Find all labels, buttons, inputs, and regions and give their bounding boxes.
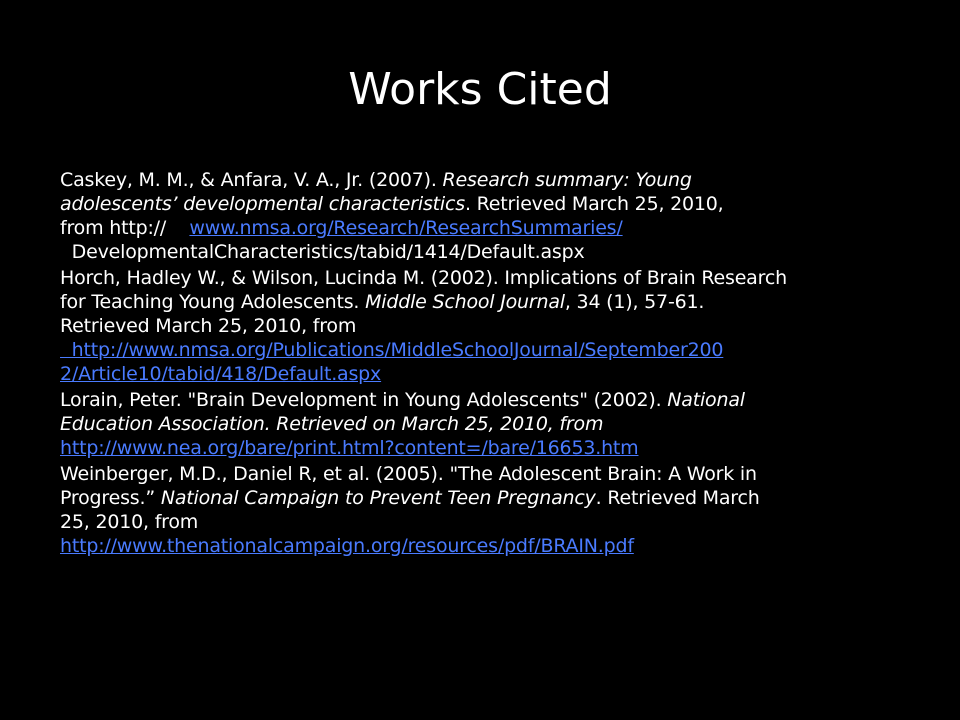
reference-weinberger xyxy=(60,462,910,558)
reference-line: from http:// www.nmsa.org/Research/ResearchSummaries/ xyxy=(60,217,623,239)
reference-line: Retrieved March 25, 2010, from xyxy=(60,315,357,337)
slide-title: Works Cited xyxy=(348,64,612,115)
reference-line: Weinberger, M.D., Daniel R, et al. (2005). "The Adolescent Brain: A Work in xyxy=(60,463,757,485)
reference-line: Horch, Hadley W., & Wilson, Lucinda M. (2002). Implications of Brain Research xyxy=(60,267,787,289)
reference-line xyxy=(60,338,910,362)
reference-horch xyxy=(60,266,910,386)
reference-line xyxy=(60,362,910,386)
reference-link[interactable]: http://www.nea.org/bare/print.html?content=/bare/16653.htm xyxy=(60,437,639,459)
reference-line xyxy=(60,436,910,460)
reference-link[interactable]: 2/Article10/tabid/418/Default.aspx xyxy=(60,363,382,385)
reference-line: Caskey, M. M., & Anfara, V. A., Jr. (2007). Research summary: Young xyxy=(60,169,692,191)
reference-line: for Teaching Young Adolescents. Middle School Journal, 34 (1), 57-61. xyxy=(60,291,705,313)
reference-caskey xyxy=(60,168,910,264)
reference-line: Lorain, Peter. "Brain Development in Young Adolescents" (2002). National xyxy=(60,389,745,411)
reference-link[interactable]: http://www.thenationalcampaign.org/resources/pdf/BRAIN.pdf xyxy=(60,535,634,557)
works-cited-list xyxy=(60,168,910,560)
reference-line: 25, 2010, from xyxy=(60,511,199,533)
reference-line: adolescents’ developmental characteristics. Retrieved March 25, 2010, xyxy=(60,193,724,215)
reference-line: Progress.” National Campaign to Prevent Teen Pregnancy. Retrieved March xyxy=(60,487,760,509)
reference-line: Education Association. Retrieved on March 25, 2010, from xyxy=(60,413,604,435)
reference-line: DevelopmentalCharacteristics/tabid/1414/Default.aspx xyxy=(60,241,585,263)
reference-link[interactable]: www.nmsa.org/Research/ResearchSummaries/ xyxy=(189,217,623,239)
reference-line xyxy=(60,534,910,558)
reference-lorain xyxy=(60,388,910,460)
reference-link[interactable]: http://www.nmsa.org/Publications/MiddleSchoolJournal/September200 xyxy=(60,339,724,361)
